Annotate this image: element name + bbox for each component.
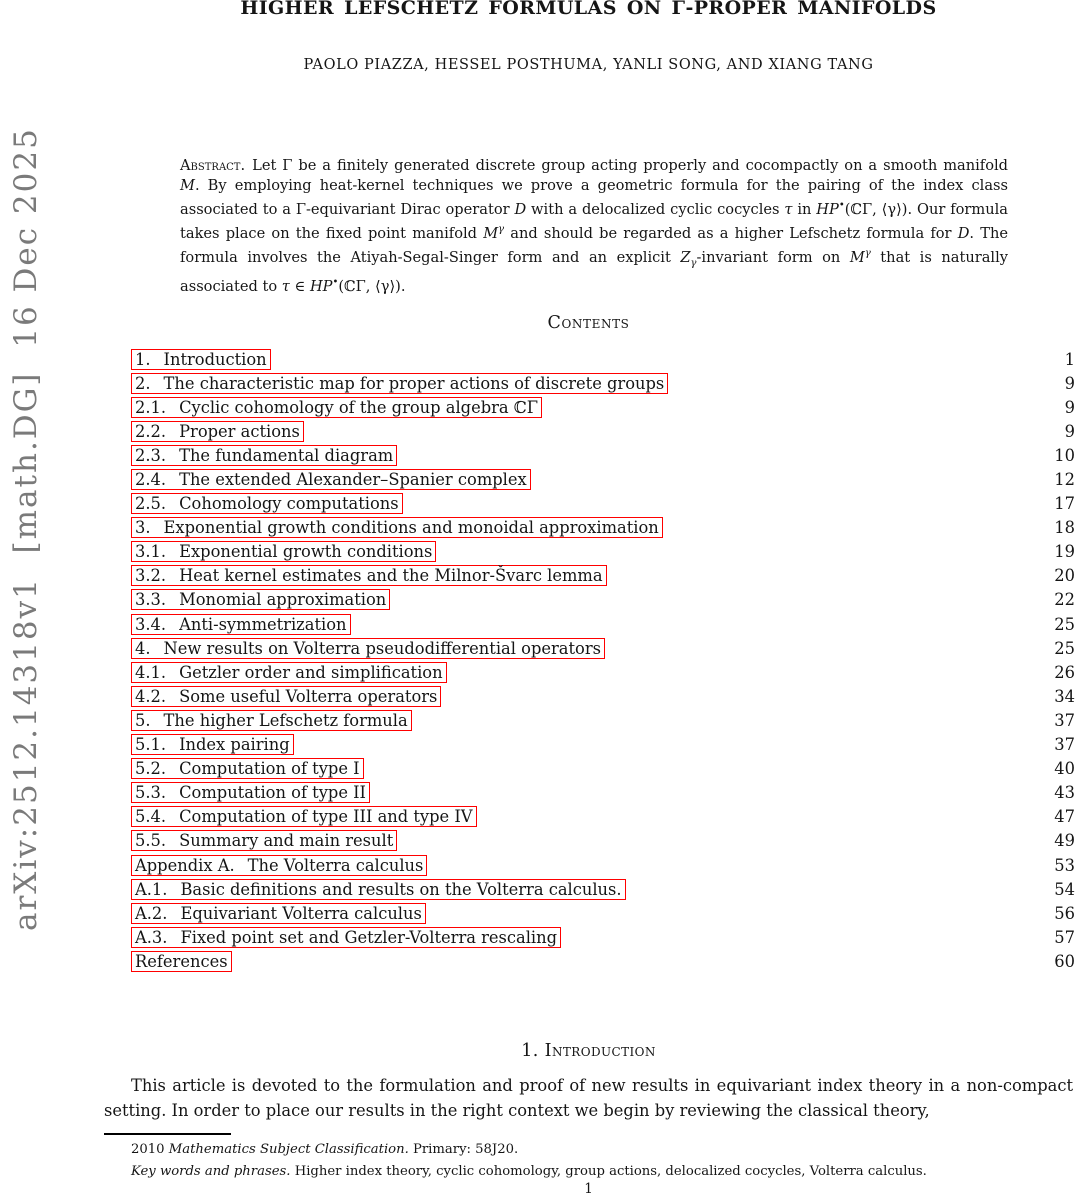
toc-link[interactable] [131, 638, 605, 659]
toc-row [131, 443, 1075, 467]
abstract [180, 156, 1008, 297]
table-of-contents [131, 347, 1075, 973]
toc-link[interactable] [131, 565, 607, 586]
author-line: PAOLO PIAZZA, HESSEL POSTHUMA, YANLI SONG, AND XIANG TANG [303, 57, 874, 73]
toc-row [131, 588, 1075, 612]
page-number: 1 [584, 1181, 593, 1197]
toc-entry-page: 25 [1054, 614, 1075, 634]
toc-entry-title: The extended Alexander–Spanier complex [179, 470, 527, 490]
toc-row [131, 925, 1075, 949]
toc-row [131, 708, 1075, 732]
toc-entry-title: Computation of type II [179, 783, 366, 803]
toc-link[interactable] [131, 758, 364, 779]
toc-entry-title: Introduction [163, 349, 267, 369]
toc-row [131, 781, 1075, 805]
toc-entry-number: A.2. [135, 903, 168, 923]
toc-link[interactable] [131, 879, 626, 900]
toc-link[interactable] [131, 517, 663, 538]
arxiv-watermark: arXiv:2512.14318v1 [math.DG] 16 Dec 2025 [8, 127, 44, 931]
text-run: Z [680, 248, 691, 266]
toc-link[interactable] [131, 855, 427, 876]
toc-row [131, 347, 1075, 371]
toc-entry-title: Basic definitions and results on the Volterra calculus. [180, 879, 622, 899]
text-run: γ [498, 223, 505, 235]
text-run: with a delocalized cyclic cocycles [526, 200, 785, 218]
toc-link[interactable] [131, 373, 668, 394]
abstract-text [180, 157, 1008, 295]
text-run: M [180, 177, 195, 194]
abstract-label: Abstract. [180, 157, 246, 174]
toc-link[interactable] [131, 903, 426, 924]
toc-entry-title: The characteristic map for proper actions of discrete groups [163, 373, 665, 393]
toc-entry-page: 43 [1054, 783, 1075, 803]
toc-entry-number: 3.2. [135, 566, 167, 586]
toc-entry-number: 3.4. [135, 614, 167, 634]
toc-entry-page: 56 [1054, 903, 1075, 923]
toc-row [131, 949, 1075, 973]
toc-link[interactable] [131, 469, 531, 490]
toc-entry-number: 2.4. [135, 470, 167, 490]
toc-entry-page: 53 [1054, 855, 1075, 875]
toc-entry-number: 3.1. [135, 542, 167, 562]
toc-entry-page: 9 [1064, 373, 1075, 393]
toc-entry-title: The fundamental diagram [179, 445, 394, 465]
paper-title: HIGHER LEFSCHETZ FORMULAS ON Γ-PROPER MANIFOLDS [240, 0, 937, 19]
toc-link[interactable] [131, 782, 370, 803]
text-run: γ [690, 257, 697, 269]
toc-row [131, 371, 1075, 395]
section-heading-introduction: 1. Introduction [521, 1041, 656, 1061]
footnote-rule [104, 1133, 231, 1135]
toc-entry-number: 3.3. [135, 590, 167, 610]
toc-entry-page: 37 [1054, 710, 1075, 730]
text-run: that is naturally associated to [180, 248, 1009, 296]
toc-entry-page: 54 [1054, 879, 1075, 899]
toc-entry-page: 19 [1054, 542, 1075, 562]
footnote-keywords [104, 1161, 1073, 1183]
toc-entry-number: 5.3. [135, 783, 167, 803]
toc-entry-number: 2.1. [135, 397, 167, 417]
toc-row [131, 901, 1075, 925]
toc-link[interactable] [131, 421, 304, 442]
toc-entry-title: Cyclic cohomology of the group algebra ℂΓ [179, 397, 539, 417]
toc-entry-title: Exponential growth conditions [179, 542, 433, 562]
toc-entry-number: 3. [135, 518, 151, 538]
toc-link[interactable] [131, 927, 561, 948]
toc-row [131, 395, 1075, 419]
toc-link[interactable] [131, 541, 436, 562]
text-run: ∈ [289, 278, 310, 296]
toc-row [131, 540, 1075, 564]
toc-entry-page: 40 [1054, 759, 1075, 779]
toc-entry-number: 1. [135, 349, 151, 369]
text-run: Higher index theory, cyclic cohomology, group actions, delocalized cocycles, Volterra calculus. [290, 1163, 927, 1179]
toc-entry-number: 5.1. [135, 735, 167, 755]
toc-entry-title: The higher Lefschetz formula [163, 710, 408, 730]
toc-entry-number: 5. [135, 710, 151, 730]
toc-link[interactable] [131, 734, 294, 755]
toc-row [131, 805, 1075, 829]
text-run: . The formula involves the Atiyah-Segal-Singer form and an explicit [180, 224, 1008, 266]
toc-row [131, 467, 1075, 491]
text-run: γ [864, 247, 871, 259]
toc-entry-page: 9 [1064, 421, 1075, 441]
toc-row [131, 877, 1075, 901]
toc-link[interactable] [131, 397, 542, 418]
text-run: M [483, 224, 499, 242]
toc-entry-title: Computation of type I [179, 759, 360, 779]
toc-entry-page: 18 [1054, 518, 1075, 538]
toc-entry-title: Monomial approximation [179, 590, 387, 610]
toc-entry-title: Equivariant Volterra calculus [180, 903, 422, 923]
toc-entry-title: Exponential growth conditions and monoidal approximation [163, 518, 659, 538]
toc-link[interactable] [131, 710, 412, 731]
toc-entry-number: 2.2. [135, 421, 167, 441]
text-run: -invariant form on [696, 248, 850, 266]
toc-entry-page: 10 [1054, 445, 1075, 465]
text-run: M [849, 248, 865, 266]
toc-row [131, 492, 1075, 516]
toc-entry-number: 5.4. [135, 807, 167, 827]
toc-link[interactable] [131, 589, 390, 610]
toc-entry-title: Heat kernel estimates and the Milnor-Švarc lemma [179, 566, 603, 586]
text-run: (ℂΓ, ⟨γ⟩). Our formula takes place on the fixed point manifold [180, 200, 1008, 242]
toc-entry-title: The Volterra calculus [247, 855, 424, 875]
toc-entry-title: Proper actions [179, 421, 300, 441]
text-run: (ℂΓ, ⟨γ⟩). [338, 278, 406, 296]
toc-link[interactable] [131, 830, 397, 851]
toc-row [131, 757, 1075, 781]
footnote-block [104, 1133, 1073, 1182]
toc-entry-page: 20 [1054, 566, 1075, 586]
toc-entry-title: Computation of type III and type IV [179, 807, 473, 827]
toc-entry-title: Summary and main result [179, 831, 394, 851]
text-run: Mathematics Subject Classification. [168, 1142, 409, 1157]
toc-row [131, 660, 1075, 684]
toc-row [131, 853, 1075, 877]
text-run: Primary: 58J20. [408, 1142, 519, 1157]
toc-entry-number: 4.1. [135, 662, 167, 682]
toc-row [131, 516, 1075, 540]
text-run: D [957, 224, 970, 242]
toc-entry-number: A.1. [135, 879, 168, 899]
toc-link[interactable] [131, 349, 271, 370]
text-run: HP [309, 278, 333, 296]
toc-entry-page: 34 [1054, 686, 1075, 706]
toc-entry-title: Fixed point set and Getzler-Volterra rescaling [180, 927, 558, 947]
toc-row [131, 419, 1075, 443]
toc-entry-page: 17 [1054, 494, 1075, 514]
toc-link[interactable] [131, 806, 477, 827]
toc-link[interactable] [131, 951, 232, 972]
text-run: • [332, 277, 339, 289]
toc-link[interactable] [131, 445, 397, 466]
toc-entry-number: 5.5. [135, 831, 167, 851]
text-run: Key words and phrases. [131, 1163, 291, 1179]
toc-entry-title: Some useful Volterra operators [179, 686, 438, 706]
toc-row [131, 636, 1075, 660]
text-run: τ [784, 200, 793, 218]
text-run: 2010 [131, 1142, 169, 1157]
toc-entry-page: 57 [1054, 927, 1075, 947]
toc-entry-page: 37 [1054, 735, 1075, 755]
toc-entry-page: 26 [1054, 662, 1075, 682]
text-run: • [838, 200, 845, 211]
toc-link[interactable] [131, 614, 351, 635]
toc-entry-number: Appendix A. [135, 855, 235, 875]
contents-heading: Contents [547, 313, 630, 333]
toc-row [131, 829, 1075, 853]
toc-entry-title: Anti-symmetrization [179, 614, 347, 634]
toc-row [131, 684, 1075, 708]
toc-entry-page: 49 [1054, 831, 1075, 851]
toc-entry-page: 22 [1054, 590, 1075, 610]
footnote-msc [104, 1139, 1073, 1161]
text-run: and should be regarded as a higher Lefschetz formula for [504, 224, 958, 242]
toc-link[interactable] [131, 493, 403, 514]
toc-entry-number: 5.2. [135, 759, 167, 779]
toc-entry-number: 2.3. [135, 445, 167, 465]
toc-entry-title: New results on Volterra pseudodifferential operators [163, 638, 601, 658]
toc-link[interactable] [131, 662, 447, 683]
toc-entry-number: 4. [135, 638, 151, 658]
text-run: HP [816, 200, 839, 218]
toc-entry-title: Cohomology computations [179, 494, 399, 514]
toc-row [131, 564, 1075, 588]
toc-entry-number: A.3. [135, 927, 168, 947]
toc-entry-number: 2. [135, 373, 151, 393]
toc-entry-title: Getzler order and simplification [179, 662, 443, 682]
toc-entry-page: 47 [1054, 807, 1075, 827]
toc-entry-number: 2.5. [135, 494, 167, 514]
text-run: in [792, 200, 817, 218]
toc-row [131, 612, 1075, 636]
toc-entry-number: References [135, 951, 228, 971]
text-run: D [514, 200, 527, 218]
introduction-paragraph: This article is devoted to the formulation and proof of new results in equivariant index theory in a non-compact setting. In order to place our results in the right context we begin by reviewing the classical theory, [104, 1076, 1073, 1120]
text-run: . By employing heat-kernel techniques we prove a geometric formula for the pairing of the index class associated to a Γ-equivariant Dirac operator [180, 177, 1008, 218]
toc-entry-title: Index pairing [179, 735, 290, 755]
text-run: Let Γ be a finitely generated discrete group acting properly and cocompactly on a smooth manifold [252, 157, 1008, 174]
text-run: τ [281, 278, 290, 296]
toc-entry-page: 9 [1064, 397, 1075, 417]
toc-entry-page: 12 [1054, 470, 1075, 490]
toc-row [131, 733, 1075, 757]
toc-link[interactable] [131, 686, 441, 707]
toc-entry-page: 60 [1054, 951, 1075, 971]
toc-entry-page: 1 [1064, 349, 1075, 369]
toc-entry-number: 4.2. [135, 686, 167, 706]
toc-entry-page: 25 [1054, 638, 1075, 658]
